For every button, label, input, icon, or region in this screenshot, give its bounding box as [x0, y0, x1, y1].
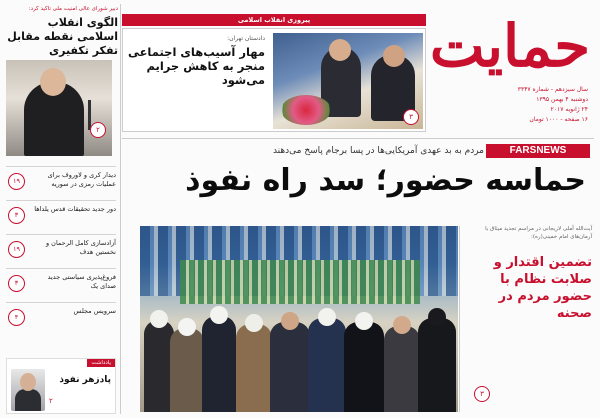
- left-story-kicker: دبیر شورای عالی امنیت ملی تاکید کرد:: [28, 6, 118, 12]
- photo-person-head: [428, 308, 446, 326]
- note-box[interactable]: [6, 358, 116, 414]
- news-brief-item[interactable]: [6, 234, 116, 268]
- vertical-divider: [459, 226, 460, 412]
- top-story[interactable]: [122, 28, 426, 132]
- photo-person-head: [245, 314, 263, 332]
- photo-person-head: [393, 316, 411, 334]
- news-brief-item[interactable]: [6, 166, 116, 200]
- main-kicker: مردم به بد عهدی آمریکایی‌ها در پسا برجام پاسخ می‌دهند: [272, 146, 484, 156]
- photo-person: [344, 322, 384, 412]
- left-column-divider: [120, 4, 121, 414]
- page-number: ۲: [49, 397, 53, 405]
- top-story-photo: [273, 33, 423, 129]
- photo-person: [15, 389, 41, 411]
- photo-person: [202, 316, 236, 412]
- photo-person-head: [329, 39, 351, 61]
- page-number-badge: ۱۹: [8, 173, 25, 190]
- masthead-date-line: دوشنبه ۴ بهمن ۱۳۹۵: [536, 96, 588, 103]
- speaker-photo: [6, 60, 112, 156]
- main-headline[interactable]: حماسه حضور؛ سد راه نفوذ: [185, 163, 586, 198]
- photo-person: [170, 328, 204, 412]
- right-story-intro: آیت‌الله آملی لاریجانی در مراسم تجدید میثاق با آرمان‌های امام خمینی(ره):: [485, 226, 592, 240]
- photo-person: [236, 324, 272, 412]
- page-number-badge[interactable]: ۲: [90, 122, 106, 138]
- photo-person: [418, 318, 456, 412]
- page-number-badge[interactable]: ۳: [403, 109, 419, 125]
- photo-person-head: [210, 306, 228, 324]
- top-banner-strip[interactable]: پیروزی انقلاب اسلامی: [122, 14, 426, 26]
- photo-person-head: [318, 308, 336, 326]
- photo-person-head: [355, 312, 373, 330]
- left-story-headline[interactable]: الگوی انقلاب اسلامی نقطه مقابل تفکر تکفیری: [7, 16, 118, 57]
- newspaper-logo: حمایت: [429, 12, 591, 80]
- left-column: [2, 4, 120, 416]
- photo-person: [270, 322, 310, 412]
- note-tag: یادداشت: [87, 359, 115, 367]
- news-brief-item[interactable]: [6, 302, 116, 352]
- note-title: پادزهر نفوذ: [59, 375, 111, 385]
- news-brief-text: دور جدید تحقیقات قدس یلداها: [34, 205, 116, 213]
- photo-person-head: [150, 310, 168, 328]
- page-number-badge: ۱۹: [8, 241, 25, 258]
- main-photo[interactable]: [140, 226, 458, 412]
- crowd: [140, 292, 458, 412]
- photo-person-head: [281, 312, 299, 330]
- news-brief-text: دیدار کری و لاوروف برای عملیات رمزی در سوریه: [47, 171, 116, 188]
- photo-person: [308, 318, 346, 412]
- top-story-headline[interactable]: مهار آسیب‌های اجتماعی منجر به کاهش جرایم می‌شود: [127, 45, 265, 87]
- masthead-issue-line: سال سیزدهم - شماره ۳۳۴۷: [517, 86, 588, 93]
- page-number-badge: ۳: [8, 207, 25, 224]
- top-story-kicker: دادستان تهران:: [227, 35, 265, 42]
- news-brief-text: فروغ‌پذیری سیاستی جدید صدای یک: [47, 273, 116, 290]
- photo-person-head: [40, 68, 66, 96]
- author-photo: [11, 369, 45, 411]
- horizontal-divider: [122, 138, 594, 139]
- news-brief-item[interactable]: [6, 200, 116, 234]
- photo-person-head: [178, 318, 196, 336]
- photo-person: [384, 326, 420, 412]
- photo-person-head: [20, 373, 36, 391]
- page-number-badge[interactable]: ۳: [474, 386, 490, 402]
- masthead-price-line: ۱۶ صفحه - ۱۰۰۰ تومان: [529, 116, 588, 123]
- flower-bouquet: [281, 95, 331, 125]
- page-number-badge: ۳: [8, 275, 25, 292]
- masthead-gregorian-date: ۲۴ ژانویه ۲۰۱۷: [550, 106, 588, 113]
- masthead: [426, 6, 594, 134]
- farsnews-logo: FARSNEWS: [486, 144, 590, 158]
- news-brief-text: آزادسازی کامل الرحمان و نخستین هدف: [45, 239, 116, 256]
- right-story-headline[interactable]: تضمین اقتدار و صلابت نظام با حضور مردم در صحنه: [493, 255, 592, 321]
- page-number-badge: ۴: [8, 309, 25, 326]
- news-brief-item[interactable]: [6, 268, 116, 302]
- photo-person-head: [383, 45, 405, 67]
- news-brief-text: سرویس مجلس: [73, 307, 116, 315]
